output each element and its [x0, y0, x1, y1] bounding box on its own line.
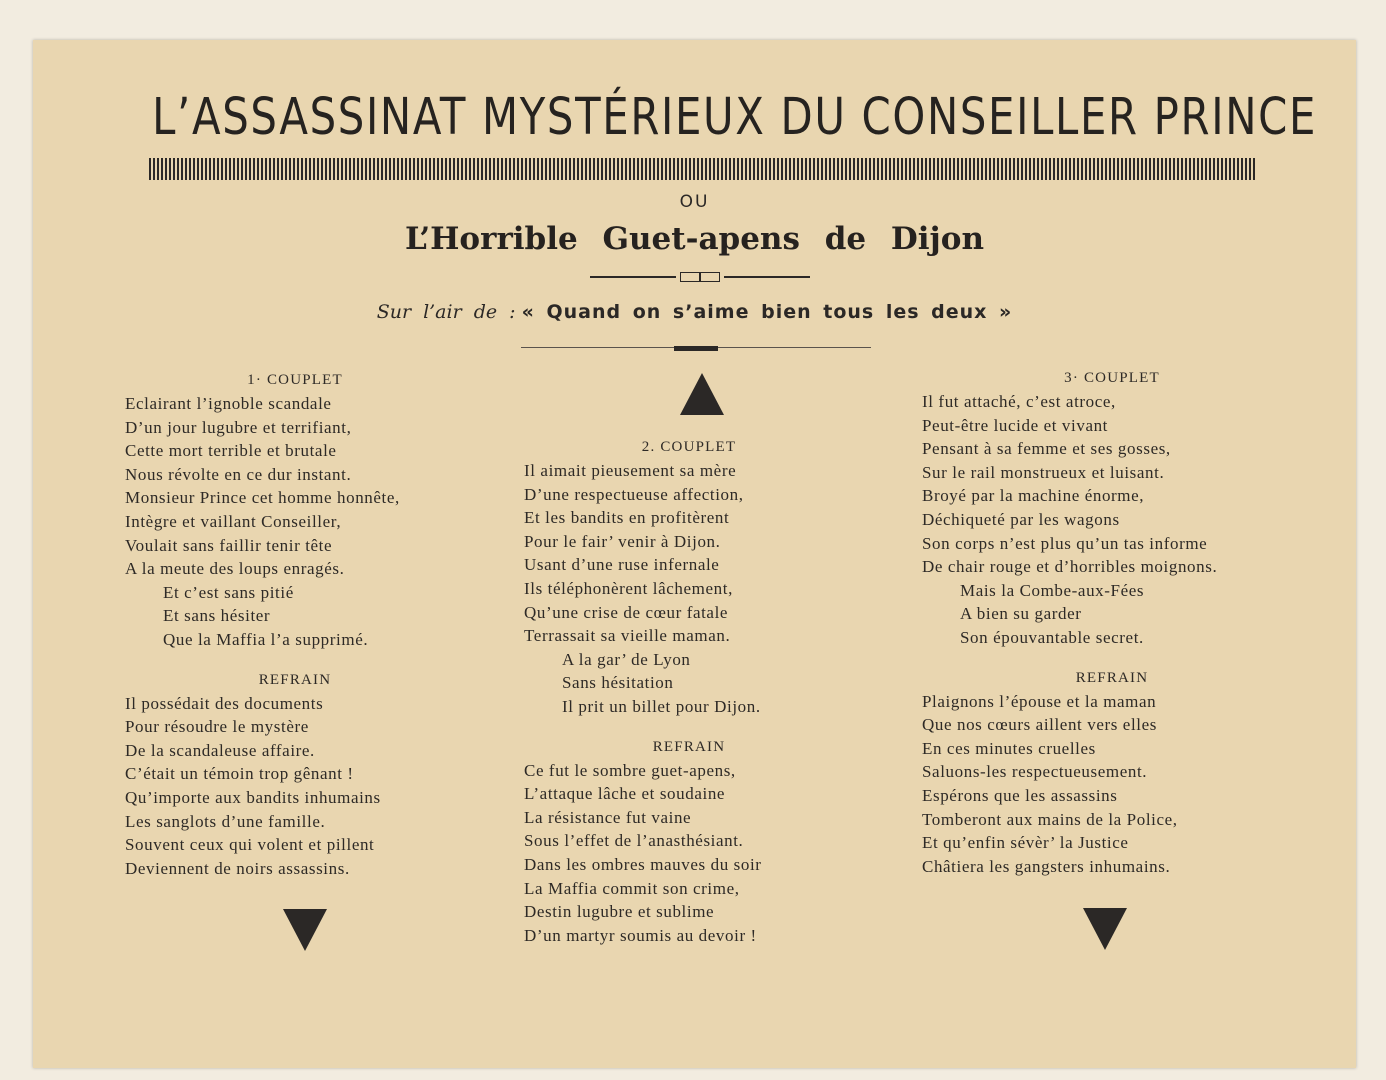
subtitle: L’Horrible Guet-apens de Dijon	[404, 221, 984, 257]
tune-name: « Quand on s’aime bien tous les deux »	[521, 301, 1013, 323]
verse-line: Son corps n’est plus qu’un tas informe	[922, 533, 1208, 553]
triangle-down-icon	[283, 909, 327, 951]
verse-line: Terrassait sa vieille maman.	[524, 626, 731, 646]
verse-line: Son épouvantable secret.	[960, 627, 1144, 647]
couplet-heading: 3· COUPLET	[1064, 370, 1160, 386]
refrain-line: L’attaque lâche et soudaine	[524, 784, 726, 804]
couplet-heading: 2. COUPLET	[641, 439, 737, 455]
verse-line: Il fut attaché, c’est atroce,	[922, 392, 1116, 411]
refrain-line: Pour résoudre le mystère	[125, 717, 309, 737]
verse-line: Monsieur Prince cet homme honnête,	[125, 488, 400, 508]
tune-line	[33, 301, 1356, 323]
verse-line: Sans hésitation	[562, 673, 674, 693]
verse-line: Pour le fair’ venir à Dijon.	[524, 531, 721, 551]
refrain-line: Les sanglots d’une famille.	[125, 811, 326, 831]
verse-line: A bien su garder	[960, 604, 1082, 624]
leaflet-page	[33, 40, 1356, 1068]
refrain-heading: REFRAIN	[1075, 669, 1149, 686]
verse-line: D’un jour lugubre et terrifiant,	[125, 417, 352, 437]
verse-line: Déchiqueté par les wagons	[922, 509, 1120, 529]
refrain-heading: REFRAIN	[258, 671, 332, 688]
verse-line: Que la Maffia l’a supprimé.	[163, 629, 369, 649]
refrain-line: Souvent ceux qui volent et pillent	[125, 835, 375, 855]
verse-line: Voulait sans faillir tenir tête	[125, 535, 333, 555]
verse-line: Intègre et vaillant Conseiller,	[125, 511, 342, 531]
refrain-line: De la scandaleuse affaire.	[125, 740, 315, 760]
refrain-line: En ces minutes cruelles	[922, 738, 1096, 758]
verse-line: D’une respectueuse affection,	[524, 484, 744, 504]
verse-line: Broyé par la machine énorme,	[922, 486, 1145, 506]
subtitle-ornament	[590, 272, 810, 282]
triangle-up-icon	[680, 373, 724, 415]
verse-line: Pensant à sa femme et ses gosses,	[922, 439, 1171, 459]
refrain-line: Plaignons l’épouse et la maman	[922, 691, 1157, 711]
verse-line: Et c’est sans pitié	[163, 582, 294, 602]
verse-line: Peut-être lucide et vivant	[922, 415, 1109, 435]
refrain-line: La Maffia commit son crime,	[524, 878, 740, 898]
verse-column-3	[922, 366, 1302, 878]
triangle-down-icon	[1083, 908, 1127, 950]
verse-column-2	[524, 435, 854, 947]
conjunction-ou: OU	[679, 192, 710, 212]
refrain-line: D’un martyr soumis au devoir !	[524, 925, 757, 945]
tune-label: Sur l’air de :	[376, 301, 516, 323]
verse-line: Mais la Combe-aux-Fées	[960, 580, 1145, 600]
verse-line: Ils téléphonèrent lâchement,	[524, 578, 733, 598]
verse-line: Qu’une crise de cœur fatale	[524, 602, 729, 622]
title-underline-ornament	[149, 158, 1257, 180]
refrain-line: Destin lugubre et sublime	[524, 902, 715, 922]
refrain-line: C’était un témoin trop gênant !	[125, 764, 354, 784]
refrain-line: Dans les ombres mauves du soir	[524, 854, 762, 874]
refrain-line: Ce fut le sombre guet-apens,	[524, 760, 736, 780]
refrain-line: Qu’importe aux bandits inhumains	[125, 787, 381, 807]
refrain-line: La résistance fut vaine	[524, 807, 692, 827]
verse-line: Il prit un billet pour Dijon.	[562, 696, 761, 716]
verse-line: Nous révolte en ce dur instant.	[125, 464, 352, 484]
refrain-line: Que nos cœurs aillent vers elles	[922, 715, 1157, 735]
verse-line: Il aimait pieusement sa mère	[524, 461, 737, 480]
refrain-line: Châtiera les gangsters inhumains.	[922, 856, 1171, 876]
verse-line: Sur le rail monstrueux et luisant.	[922, 462, 1165, 482]
couplet-heading: 1· COUPLET	[247, 372, 343, 388]
verse-line: Eclairant l’ignoble scandale	[125, 394, 332, 413]
refrain-heading: REFRAIN	[652, 738, 726, 755]
verse-line: A la gar’ de Lyon	[562, 649, 691, 669]
verse-line: Et sans hésiter	[163, 606, 271, 626]
verse-line: A la meute des loups enragés.	[125, 559, 345, 579]
refrain-line: Il possédait des documents	[125, 693, 324, 713]
refrain-line: Deviennent de noirs assassins.	[125, 858, 350, 878]
verse-line: Cette mort terrible et brutale	[125, 441, 337, 461]
refrain-line: Tomberont aux mains de la Police,	[922, 809, 1178, 829]
verse-column-1	[125, 368, 465, 880]
refrain-line: Et qu’enfin sévèr’ la Justice	[922, 833, 1129, 853]
verse-line: Usant d’une ruse infernale	[524, 555, 720, 575]
refrain-line: Saluons-les respectueusement.	[922, 762, 1148, 782]
refrain-line: Espérons que les assassins	[922, 785, 1118, 805]
verse-line: De chair rouge et d’horribles moignons.	[922, 557, 1218, 577]
refrain-line: Sous l’effet de l’anasthésiant.	[524, 831, 744, 851]
tune-ornament	[521, 346, 871, 352]
verse-line: Et les bandits en profitèrent	[524, 508, 730, 528]
main-title: L’ASSASSINAT MYSTÉRIEUX DU CONSEILLER PRINCE	[152, 88, 1318, 147]
